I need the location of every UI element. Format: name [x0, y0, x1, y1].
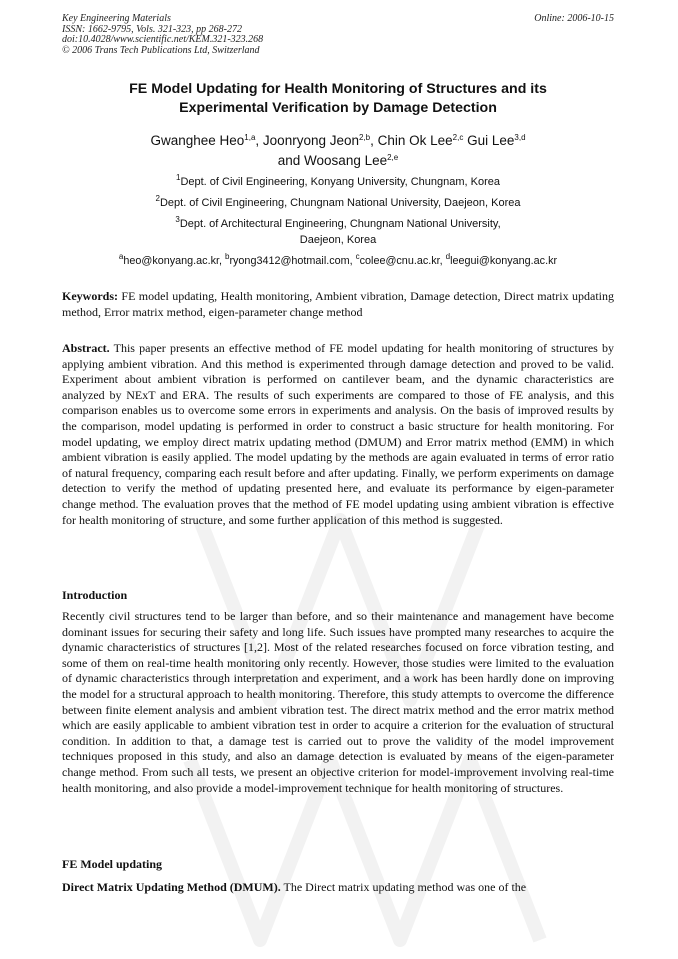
affiliation-mark: 2: [155, 194, 160, 203]
author-affil-mark: 1,a: [244, 133, 256, 142]
dmum-text: The Direct matrix updating method was one of the: [280, 880, 527, 894]
author-affil-mark: 2,c: [452, 133, 464, 142]
email-link[interactable]: colee@cnu.ac.kr,: [359, 255, 446, 267]
author-name: , Chin Ok Lee: [370, 133, 453, 148]
keywords-label: Keywords:: [62, 289, 118, 303]
affiliation-3: [62, 216, 614, 248]
email-list: [62, 253, 614, 269]
email-mark: d: [445, 252, 451, 261]
title-line-2: Experimental Verification by Damage Detection: [179, 100, 497, 116]
affiliation-text-cont: Daejeon, Korea: [299, 234, 377, 246]
title-line-1: FE Model Updating for Health Monitoring of Structures and its: [129, 81, 547, 97]
email-link[interactable]: ryong3412@hotmail.com,: [229, 255, 356, 267]
journal-header: [62, 14, 263, 56]
doi-line: doi:10.4028/www.scientific.net/KEM.321-323.268: [62, 34, 264, 46]
author-affil-mark: 2,e: [387, 153, 399, 162]
author-name: and Woosang Lee: [277, 153, 388, 168]
introduction-text: Recently civil structures tend to be larger than before, and so their maintenance and management have become dominant issues for securing their safety and long life. Such issues have prompted many researches to acquire the dynamic characteristics of structures [1,2]. Most of the related researches focused on force vibration testing, and some of them on real-time health monitoring only recently. However, those studies were limited to the evaluation of dynamic characteristics through interpretation and experiment, and a work has been hardly done on improving the model for a structural approach to health monitoring. Therefore, this study attempts to overcome the difference between finite element analysis and ambient vibration test. The direct matrix method and the error matrix method which are easily applicable to ambient vibration test in order to acquire a criterion for the evaluation of structural condition. In addition to that, a damage test is carried out to prove the validity of the model improvement techniques proposed in this study, and also an damage detection is evaluated by means of the eigen-parameter change method. From such all tests, we present an objective criterion for model-improvement involving real-time health monitoring, and also provide a model-improvement technique for health monitoring of structures.: [62, 609, 614, 795]
copyright-line: © 2006 Trans Tech Publications Ltd, Switzerland: [62, 44, 260, 56]
abstract-label: Abstract.: [62, 341, 110, 355]
online-date: Online: 2006-10-15: [534, 13, 614, 24]
keywords-section: [62, 289, 614, 320]
affiliation-text: Dept. of Civil Engineering, Chungnam National University, Daejeon, Korea: [159, 197, 521, 209]
author-name: Gwanghee Heo: [150, 133, 245, 148]
email-link[interactable]: heo@konyang.ac.kr,: [123, 255, 225, 267]
author-affil-mark: 3,d: [514, 133, 526, 142]
affiliation-mark: 3: [175, 215, 180, 224]
abstract-text: This paper presents an effective method of FE model updating for health monitoring of structures by applying ambient vibration. And this method is experimented through damage detection and proved to be valid. Experiment about ambient vibration is performed on cantilever beam, and the dynamic characteristics are analyzed by NExT and ERA. The results of such experiments are compared to those of FE analysis, and this comparison enables us to overcome some errors in experiments and analysis. On the basis of improved results by the comparison, model updating is performed in order to construct a basic structure for health monitoring. For model updating, we employ direct matrix updating method (DMUM) and Error matrix method (EMM) in which ambient vibration is easily applied. The model updating by the methods are again evaluated in terms of error ratio of natural frequency, comparing each result before and after updating. Finally, we perform experiments on damage detection to verify the method of updating presented here, and evaluate its performance by eigen-parameter change method. The evaluation proves that the method of FE model updating using ambient vibration is effective for health monitoring of structure, and some further application of this method is suggested.: [62, 341, 614, 527]
affiliation-text: Dept. of Civil Engineering, Konyang University, Chungnam, Korea: [180, 176, 501, 188]
journal-name: Key Engineering Materials: [62, 13, 171, 24]
affiliation-1: [62, 174, 614, 190]
authors-line-2: [62, 151, 614, 171]
email-link[interactable]: leegui@konyang.ac.kr: [450, 255, 558, 267]
author-name: Gui Lee: [463, 133, 515, 148]
issn-line: ISSN: 1662-9795, Vols. 321-323, pp 268-272: [62, 23, 242, 35]
abstract-section: [62, 341, 614, 528]
dmum-subheading: Direct Matrix Updating Method (DMUM).: [62, 880, 281, 894]
authors-line-1: [62, 131, 614, 151]
author-affil-mark: 2,b: [359, 133, 371, 142]
email-mark: b: [224, 252, 230, 261]
affiliation-mark: 1: [175, 173, 181, 182]
email-mark: a: [118, 252, 124, 261]
affiliation-2: [62, 195, 614, 211]
author-name: , Joonryong Jeon: [255, 133, 359, 148]
paper-title: [62, 80, 614, 118]
author-list: [62, 131, 614, 171]
email-mark: c: [355, 252, 360, 261]
introduction-heading: Introduction: [62, 588, 128, 602]
affiliation-text: Dept. of Architectural Engineering, Chungnam National University,: [179, 218, 501, 230]
keywords-text: FE model updating, Health monitoring, Ambient vibration, Damage detection, Direct matrix updating method, Error matrix method, eigen-parameter change method: [62, 289, 614, 319]
dmum-paragraph: [62, 880, 614, 896]
fe-model-heading: FE Model updating: [62, 857, 163, 871]
